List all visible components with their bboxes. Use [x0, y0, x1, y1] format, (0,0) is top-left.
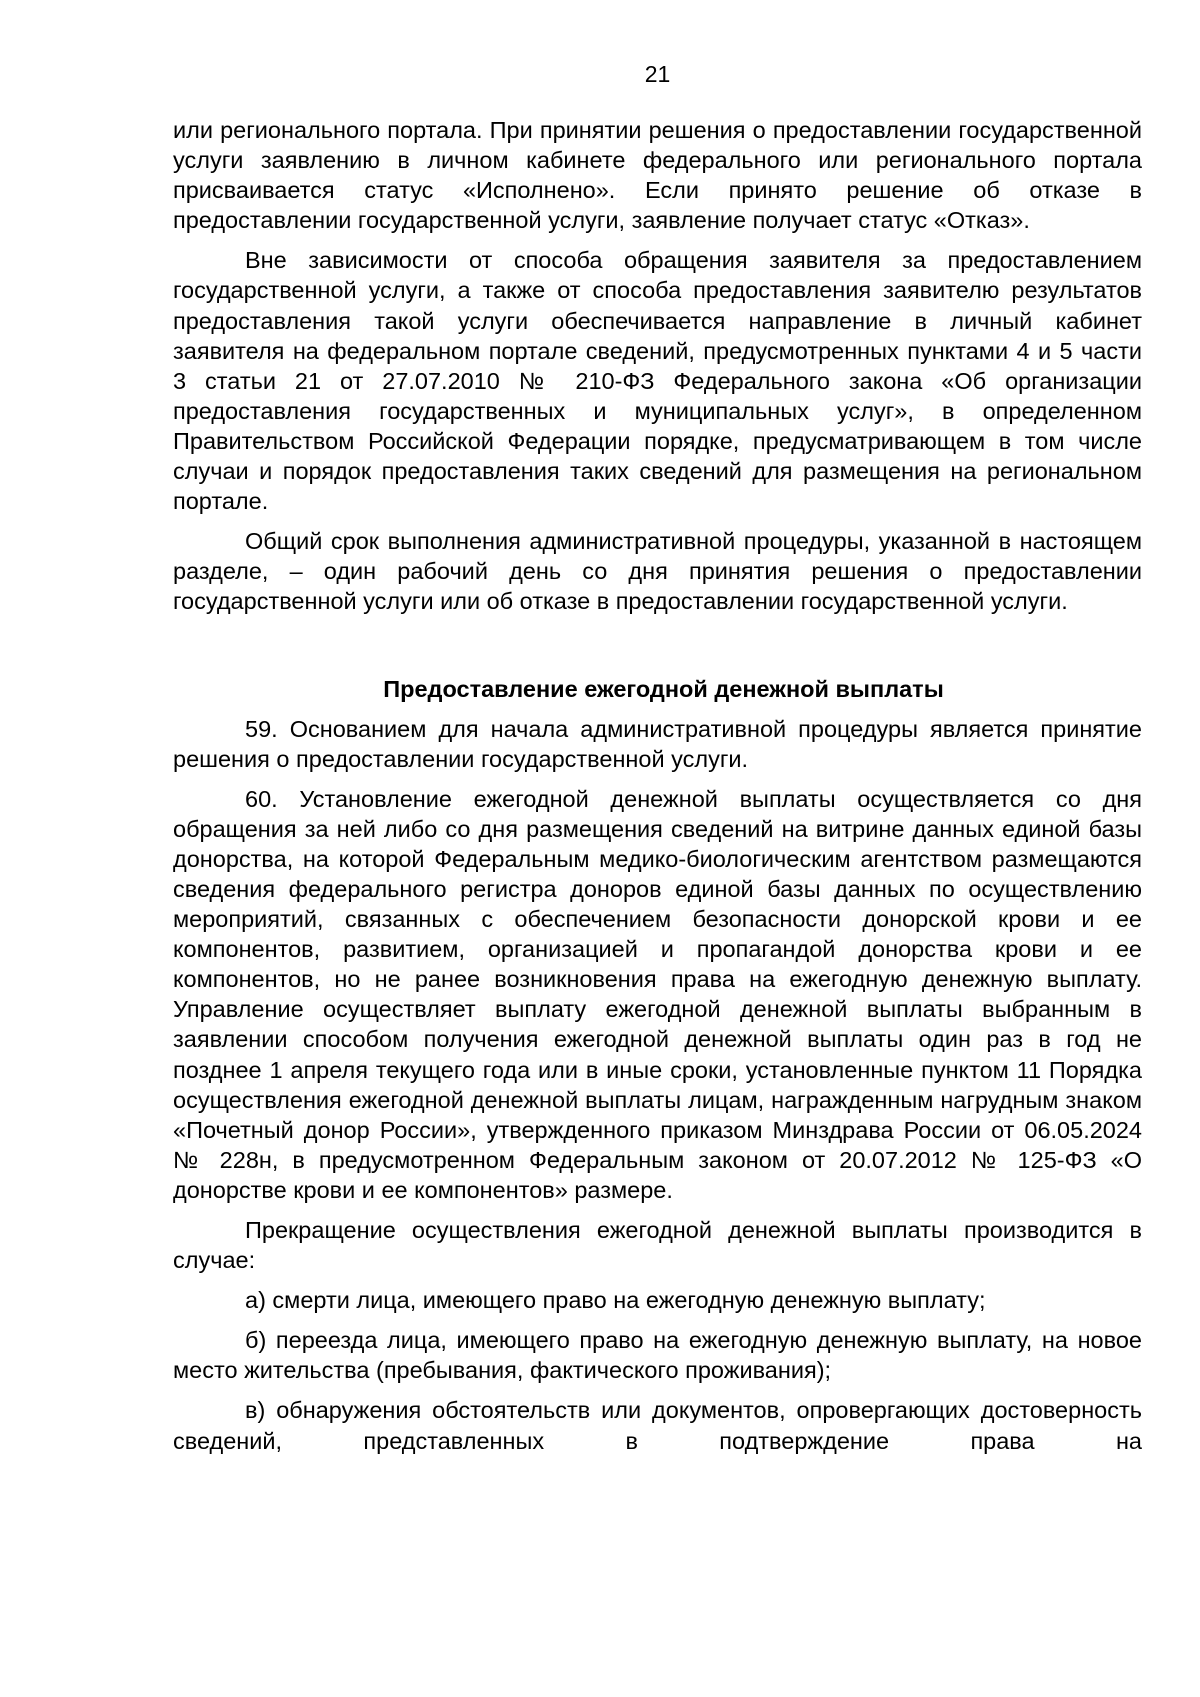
section-heading-block — [173, 627, 1142, 714]
paragraph-60: 60. Установление ежегодной денежной выплаты осуществляется со дня обращения за ней либо со дня размещения сведений на витрине данных единой базы донорства, на которой Федеральным медико-биологическим агентством размещаются сведения федерального регистра доноров единой базы данных по осуществлению мероприятий, связанных с обеспечением безопасности донорской крови и ее компонентов, развитием, организацией и пропагандой донорства крови и ее компонентов, но не ранее возникновения права на ежегодную денежную выплату. Управление осуществляет выплату ежегодной денежной выплаты выбранным в заявлении способом получения ежегодной денежной выплаты один раз в год не позднее 1 апреля текущего года или в иные сроки, установленные пунктом 11 Порядка осуществления ежегодной денежной выплаты лицам, награжденным нагрудным знаком «Почетный донор России», утвержденного приказом Минздрава России от 06.05.2024 № 228н, в предусмотренном Федеральным законом от 20.07.2012 № 125-ФЗ «О донорстве крови и ее компонентов» размере. — [173, 785, 1142, 1203]
paragraph-personal-cabinet: Вне зависимости от способа обращения заявителя за предоставлением государственной услуги, а также от способа предоставления заявителю результатов предоставления такой услуги обеспечивается направление в личный кабинет заявителя на федеральном портале сведений, предусмотренных пунктами 4 и 5 части 3 статьи 21 от 27.07.2010 № 210-ФЗ Федерального закона «Об организации предоставления государственных и муниципальных услуг», в определенном Правительством Российской Федерации порядке, предусматривающем в том числе случаи и порядок предоставления таких сведений для размещения на региональном портале. — [173, 247, 1142, 515]
section-heading: Предоставление ежегодной денежной выплаты — [383, 675, 944, 702]
paragraph-59: 59. Основанием для начала административной процедуры является принятие решения о предоставлении государственной услуги. — [173, 715, 1142, 772]
list-item-a: а) смерти лица, имеющего право на ежегодную денежную выплату; — [245, 1287, 986, 1314]
paragraph-termination: Прекращение осуществления ежегодной денежной выплаты производится в случае: — [173, 1217, 1142, 1274]
list-item-b: б) переезда лица, имеющего право на ежегодную денежную выплату, на новое место жительства (пребывания, фактического проживания); — [173, 1327, 1142, 1384]
paragraph-portal-status: или регионального портала. При принятии решения о предоставлении государственной услуги заявлению в личном кабинете федерального или регионального портала присваивается статус «Исполнено». Если принято решение об отказе в предоставлении государственной услуги, заявление получает статус «Отказ». — [173, 117, 1142, 234]
list-item-v: в) обнаружения обстоятельств или документов, опровергающих достоверность сведений, представленных в подтверждение права на — [173, 1397, 1142, 1454]
paragraph-procedure-term: Общий срок выполнения административной процедуры, указанной в настоящем разделе, – один рабочий день со дня принятия решения о предоставлении государственной услуги или об отказе в предоставлении государственной услуги. — [173, 528, 1142, 615]
document-body — [173, 115, 1142, 1466]
page-number: 21 — [644, 61, 671, 87]
